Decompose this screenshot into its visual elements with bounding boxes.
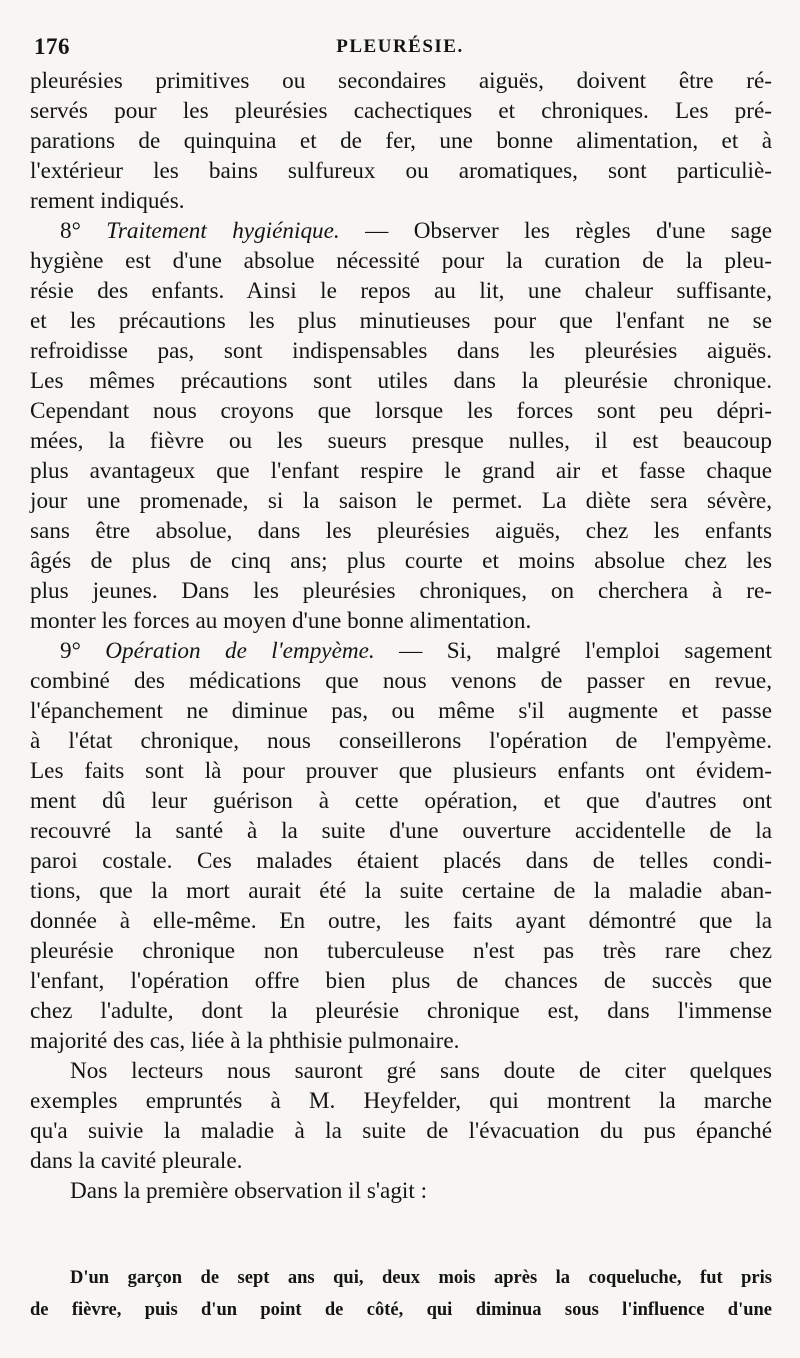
- text-line: hygiène est d'une absolue nécessité pour la curation de la pleu-: [30, 248, 772, 274]
- text-line: de fièvre, puis d'un point de côté, qui diminua sous l'influence d'une: [30, 1300, 772, 1320]
- text-line: sans être absolue, dans les pleurésies aiguës, chez les enfants: [30, 518, 772, 544]
- text-line: Les mêmes précautions sont utiles dans la pleurésie chronique.: [30, 368, 772, 394]
- text-line: donnée à elle-même. En outre, les faits ayant démontré que la: [30, 908, 772, 934]
- text-line: refroidisse pas, sont indispensables dans les pleurésies aiguës.: [30, 338, 772, 364]
- text-line: parations de quinquina et de fer, une bonne alimentation, et à: [30, 128, 772, 154]
- quoted-observation: [30, 1262, 772, 1326]
- text-line: résie des enfants. Ainsi le repos au lit, une chaleur suffisante,: [30, 278, 772, 304]
- text-line: ment dû leur guérison à cette opération, et que d'autres ont: [30, 788, 772, 814]
- text-line: Les faits sont là pour prouver que plusieurs enfants ont évidem-: [30, 758, 772, 784]
- text-line: l'épanchement ne diminue pas, ou même s'il augmente et passe: [30, 698, 772, 724]
- text-line: chez l'adulte, dont la pleurésie chronique est, dans l'immense: [30, 998, 772, 1024]
- text-line: Dans la première observation il s'agit :: [70, 1178, 428, 1204]
- body-text: [30, 66, 772, 1206]
- text-line: plus avantageux que l'enfant respire le grand air et fasse chaque: [30, 458, 772, 484]
- text-line: rement indiqués.: [30, 188, 185, 214]
- text-line: Nos lecteurs nous sauront gré sans doute de citer quelques: [70, 1058, 772, 1084]
- text-line: âgés de plus de cinq ans; plus courte et moins absolue chez les: [30, 548, 772, 574]
- text-line: combiné des médications que nous venons de passer en revue,: [30, 668, 772, 694]
- text-line: et les précautions les plus minutieuses pour que l'enfant ne se: [30, 308, 772, 334]
- text-line: pleurésies primitives ou secondaires aiguës, doivent être ré-: [30, 68, 772, 94]
- text-line: jour une promenade, si la saison le permet. La diète sera sévère,: [30, 488, 772, 514]
- page-header: [30, 34, 770, 64]
- text-line: paroi costale. Ces malades étaient placés dans de telles condi-: [30, 848, 772, 874]
- text-line: exemples empruntés à M. Heyfelder, qui montrent la marche: [30, 1088, 772, 1114]
- running-head: PLEURÉSIE.: [336, 36, 464, 57]
- text-line: plus jeunes. Dans les pleurésies chroniques, on cherchera à re-: [30, 578, 772, 604]
- text-line: pleurésie chronique non tuberculeuse n'est pas très rare chez: [30, 938, 772, 964]
- text-line: monter les forces au moyen d'une bonne alimentation.: [30, 608, 532, 634]
- text-line: l'extérieur les bains sulfureux ou aromatiques, sont particuliè-: [30, 158, 772, 184]
- text-line: à l'état chronique, nous conseillerons l'opération de l'empyème.: [30, 728, 772, 754]
- text-line: servés pour les pleurésies cachectiques et chroniques. Les pré-: [30, 98, 772, 124]
- text-line: dans la cavité pleurale.: [30, 1148, 243, 1174]
- text-line: D'un garçon de sept ans qui, deux mois après la coqueluche, fut pris: [70, 1268, 772, 1288]
- text-line: majorité des cas, liée à la phthisie pulmonaire.: [30, 1028, 460, 1054]
- page-number: 176: [34, 34, 70, 59]
- text-line: Cependant nous croyons que lorsque les forces sont peu dépri-: [30, 398, 772, 424]
- text-line: tions, que la mort aurait été la suite certaine de la maladie aban-: [30, 878, 772, 904]
- section-heading-8: 8° Traitement hygiénique. — Observer les règles d'une sage: [60, 218, 772, 244]
- section-heading-9: 9° Opération de l'empyème. — Si, malgré l'emploi sagement: [60, 638, 772, 664]
- text-line: mées, la fièvre ou les sueurs presque nulles, il est beaucoup: [30, 428, 772, 454]
- text-line: qu'a suivie la maladie à la suite de l'évacuation du pus épanché: [30, 1118, 772, 1144]
- text-line: recouvré la santé à la suite d'une ouverture accidentelle de la: [30, 818, 772, 844]
- text-line: l'enfant, l'opération offre bien plus de chances de succès que: [30, 968, 772, 994]
